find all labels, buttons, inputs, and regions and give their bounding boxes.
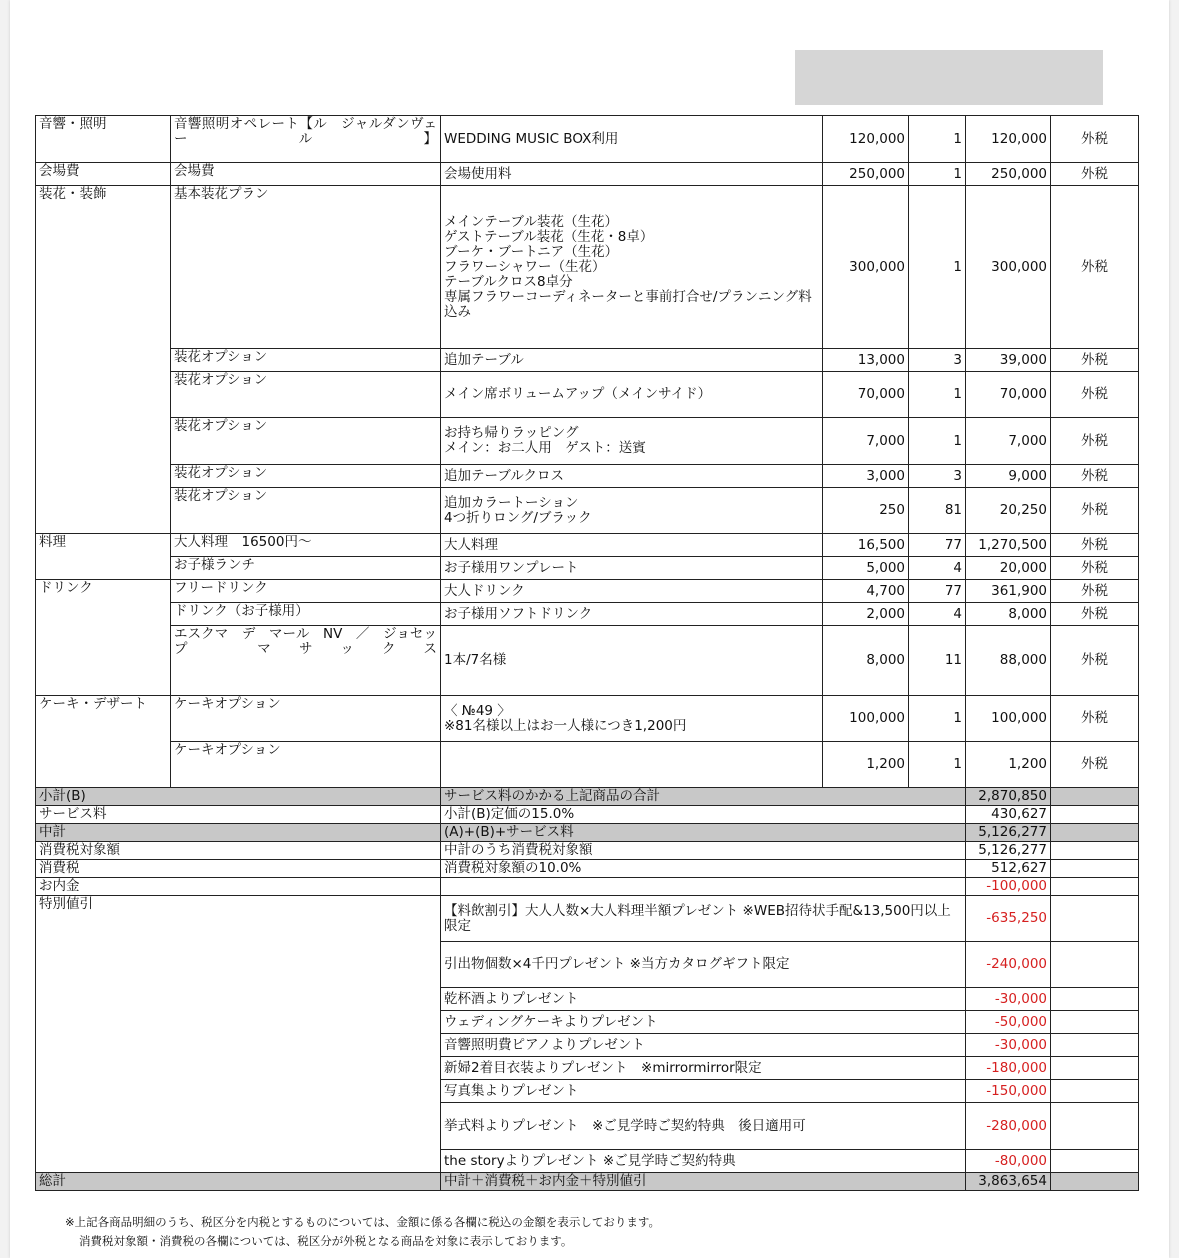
footnote-line: 消費税対象額・消費税の各欄については、税区分が外税となる商品を対象に表示しております。 — [79, 1234, 573, 1248]
unit-price-cell: 250,000 — [823, 163, 909, 186]
discount-blank — [1051, 942, 1139, 988]
total-label: 総計 — [36, 1173, 441, 1191]
item-name-cell: お子様ランチ — [171, 557, 441, 580]
discount-blank — [1051, 896, 1139, 942]
item-detail-cell: 会場使用料 — [441, 163, 823, 186]
amount-cell: 1,270,500 — [966, 534, 1051, 557]
summary-row — [36, 824, 1139, 842]
discount-value: -240,000 — [966, 942, 1051, 988]
quantity-cell: 1 — [909, 742, 966, 788]
discount-blank — [1051, 1103, 1139, 1150]
unit-price-cell: 4,700 — [823, 580, 909, 603]
unit-price-cell: 2,000 — [823, 603, 909, 626]
summary-label: サービス料 — [36, 806, 441, 824]
amount-cell: 361,900 — [966, 580, 1051, 603]
tax-type-cell: 外税 — [1051, 534, 1139, 557]
quantity-cell: 1 — [909, 372, 966, 418]
tax-type-cell: 外税 — [1051, 116, 1139, 163]
tax-type-cell: 外税 — [1051, 488, 1139, 534]
discount-desc: 挙式料よりプレゼント ※ご見学時ご契約特典 後日適用可 — [441, 1103, 966, 1150]
quantity-cell: 77 — [909, 580, 966, 603]
item-name-cell: 基本装花プラン — [171, 186, 441, 349]
item-name-cell: フリードリンク — [171, 580, 441, 603]
item-name-cell: 大人料理 16500円〜 — [171, 534, 441, 557]
total-desc: 中計＋消費税＋お内金＋特別値引 — [441, 1173, 966, 1191]
line-item-row — [36, 465, 1139, 488]
tax-type-cell: 外税 — [1051, 186, 1139, 349]
category-cell: ドリンク — [36, 580, 171, 696]
discount-value: -180,000 — [966, 1057, 1051, 1080]
amount-cell: 120,000 — [966, 116, 1051, 163]
unit-price-cell: 300,000 — [823, 186, 909, 349]
tax-type-cell: 外税 — [1051, 742, 1139, 788]
summary-blank — [1051, 806, 1139, 824]
summary-blank — [1051, 878, 1139, 896]
discount-blank — [1051, 1150, 1139, 1173]
item-detail-cell: 大人料理 — [441, 534, 823, 557]
summary-row — [36, 860, 1139, 878]
summary-value: 512,627 — [966, 860, 1051, 878]
item-name-cell: 装花オプション — [171, 372, 441, 418]
item-detail-cell: WEDDING MUSIC BOX利用 — [441, 116, 823, 163]
amount-cell: 88,000 — [966, 626, 1051, 696]
discount-desc: 写真集よりプレゼント — [441, 1080, 966, 1103]
amount-cell: 300,000 — [966, 186, 1051, 349]
total-row — [36, 1173, 1139, 1191]
quantity-cell: 81 — [909, 488, 966, 534]
summary-row — [36, 842, 1139, 860]
quantity-cell: 1 — [909, 163, 966, 186]
amount-cell: 8,000 — [966, 603, 1051, 626]
discount-value: -80,000 — [966, 1150, 1051, 1173]
tax-type-cell: 外税 — [1051, 626, 1139, 696]
line-item-row — [36, 557, 1139, 580]
quantity-cell: 1 — [909, 116, 966, 163]
item-name-cell: 装花オプション — [171, 418, 441, 465]
line-item-row — [36, 696, 1139, 742]
tax-type-cell: 外税 — [1051, 580, 1139, 603]
summary-value: 5,126,277 — [966, 824, 1051, 842]
discount-value: -30,000 — [966, 1034, 1051, 1057]
unit-price-cell: 100,000 — [823, 696, 909, 742]
unit-price-cell: 250 — [823, 488, 909, 534]
category-cell: 音響・照明 — [36, 116, 171, 163]
summary-desc: 中計のうち消費税対象額 — [441, 842, 966, 860]
summary-row — [36, 806, 1139, 824]
item-detail-cell: 〈 №49 〉 ※81名様以上はお一人様につき1,200円 — [441, 696, 823, 742]
summary-row — [36, 878, 1139, 896]
unit-price-cell: 1,200 — [823, 742, 909, 788]
tax-type-cell: 外税 — [1051, 465, 1139, 488]
item-detail-cell: 追加テーブル — [441, 349, 823, 372]
line-item-row — [36, 488, 1139, 534]
line-item-row — [36, 372, 1139, 418]
footnote-line: ※上記各商品明細のうち、税区分を内税とするものについては、金額に係る各欄に税込の金額を表示しております。 — [65, 1215, 660, 1229]
summary-blank — [1051, 860, 1139, 878]
unit-price-cell: 13,000 — [823, 349, 909, 372]
unit-price-cell: 7,000 — [823, 418, 909, 465]
total-blank — [1051, 1173, 1139, 1191]
quantity-cell: 4 — [909, 603, 966, 626]
amount-cell: 100,000 — [966, 696, 1051, 742]
summary-label: 消費税対象額 — [36, 842, 441, 860]
amount-cell: 20,250 — [966, 488, 1051, 534]
discount-desc: 新婦2着目衣装よりプレゼント ※mirrormirror限定 — [441, 1057, 966, 1080]
summary-desc — [441, 878, 966, 896]
line-item-row — [36, 603, 1139, 626]
summary-value: 430,627 — [966, 806, 1051, 824]
summary-desc: (A)+(B)+サービス料 — [441, 824, 966, 842]
discount-row — [36, 896, 1139, 942]
item-detail-cell: 追加テーブルクロス — [441, 465, 823, 488]
item-name-cell: ケーキオプション — [171, 742, 441, 788]
discount-value: -635,250 — [966, 896, 1051, 942]
discount-desc: 【料飲割引】大人人数×大人料理半額プレゼント ※WEB招待状手配&13,500円以上限定 — [441, 896, 966, 942]
tax-type-cell: 外税 — [1051, 163, 1139, 186]
discount-desc: 引出物個数×4千円プレゼント ※当方カタログギフト限定 — [441, 942, 966, 988]
summary-blank — [1051, 842, 1139, 860]
line-item-row — [36, 626, 1139, 696]
discount-value: -150,000 — [966, 1080, 1051, 1103]
summary-label: 小計(B) — [36, 788, 441, 806]
discount-blank — [1051, 1034, 1139, 1057]
tax-type-cell: 外税 — [1051, 349, 1139, 372]
unit-price-cell: 120,000 — [823, 116, 909, 163]
item-name-cell: ドリンク（お子様用） — [171, 603, 441, 626]
unit-price-cell: 8,000 — [823, 626, 909, 696]
category-cell: 会場費 — [36, 163, 171, 186]
category-cell: 料理 — [36, 534, 171, 580]
summary-desc: 消費税対象額の10.0% — [441, 860, 966, 878]
quantity-cell: 1 — [909, 418, 966, 465]
footnotes — [65, 1213, 660, 1251]
discount-desc: ウェディングケーキよりプレゼント — [441, 1011, 966, 1034]
amount-cell: 7,000 — [966, 418, 1051, 465]
summary-desc: 小計(B)定価の15.0% — [441, 806, 966, 824]
item-detail-cell — [441, 742, 823, 788]
item-detail-cell: お持ち帰りラッピング メイン：お二人用 ゲスト：送賓 — [441, 418, 823, 465]
amount-cell: 20,000 — [966, 557, 1051, 580]
quantity-cell: 1 — [909, 696, 966, 742]
tax-type-cell: 外税 — [1051, 418, 1139, 465]
item-name-cell: ケーキオプション — [171, 696, 441, 742]
tax-type-cell: 外税 — [1051, 696, 1139, 742]
line-item-row — [36, 534, 1139, 557]
amount-cell: 39,000 — [966, 349, 1051, 372]
item-detail-cell: お子様用ソフトドリンク — [441, 603, 823, 626]
item-name-cell: 装花オプション — [171, 488, 441, 534]
summary-value: 2,870,850 — [966, 788, 1051, 806]
item-detail-cell: 追加カラートーション 4つ折りロング/ブラック — [441, 488, 823, 534]
summary-row — [36, 788, 1139, 806]
line-item-row — [36, 742, 1139, 788]
amount-cell: 70,000 — [966, 372, 1051, 418]
item-name-cell: 装花オプション — [171, 465, 441, 488]
line-item-row — [36, 186, 1139, 349]
amount-cell: 250,000 — [966, 163, 1051, 186]
summary-desc: サービス料のかかる上記商品の合計 — [441, 788, 966, 806]
discount-blank — [1051, 1011, 1139, 1034]
redacted-area — [795, 50, 1103, 105]
line-item-row — [36, 116, 1139, 163]
tax-type-cell: 外税 — [1051, 372, 1139, 418]
amount-cell: 9,000 — [966, 465, 1051, 488]
item-name-cell: 会場費 — [171, 163, 441, 186]
unit-price-cell: 16,500 — [823, 534, 909, 557]
summary-label: お内金 — [36, 878, 441, 896]
discount-desc: 音響照明費ピアノよりプレゼント — [441, 1034, 966, 1057]
quantity-cell: 3 — [909, 465, 966, 488]
discount-desc: the storyよりプレゼント ※ご見学時ご契約特典 — [441, 1150, 966, 1173]
discount-blank — [1051, 1080, 1139, 1103]
discount-value: -280,000 — [966, 1103, 1051, 1150]
category-cell: 装花・装飾 — [36, 186, 171, 534]
summary-blank — [1051, 824, 1139, 842]
item-name-cell: 装花オプション — [171, 349, 441, 372]
line-item-row — [36, 580, 1139, 603]
unit-price-cell: 3,000 — [823, 465, 909, 488]
estimate-table — [35, 115, 1139, 1191]
discount-blank — [1051, 1057, 1139, 1080]
item-detail-cell: メイン席ボリュームアップ（メインサイド） — [441, 372, 823, 418]
category-cell: ケーキ・デザート — [36, 696, 171, 788]
discount-value: -50,000 — [966, 1011, 1051, 1034]
summary-label: 消費税 — [36, 860, 441, 878]
discount-blank — [1051, 988, 1139, 1011]
unit-price-cell: 5,000 — [823, 557, 909, 580]
line-item-row — [36, 418, 1139, 465]
quantity-cell: 11 — [909, 626, 966, 696]
quantity-cell: 1 — [909, 186, 966, 349]
quantity-cell: 77 — [909, 534, 966, 557]
unit-price-cell: 70,000 — [823, 372, 909, 418]
item-name-cell: エスクマ デ マール NV ／ ジョセップ マサックス — [171, 626, 441, 696]
total-value: 3,863,654 — [966, 1173, 1051, 1191]
item-detail-cell: 大人ドリンク — [441, 580, 823, 603]
amount-cell: 1,200 — [966, 742, 1051, 788]
summary-label: 中計 — [36, 824, 441, 842]
summary-blank — [1051, 788, 1139, 806]
quantity-cell: 4 — [909, 557, 966, 580]
discount-desc: 乾杯酒よりプレゼント — [441, 988, 966, 1011]
quantity-cell: 3 — [909, 349, 966, 372]
item-detail-cell: 1本/7名様 — [441, 626, 823, 696]
discount-label: 特別値引 — [36, 896, 441, 1173]
item-detail-cell: お子様用ワンプレート — [441, 557, 823, 580]
tax-type-cell: 外税 — [1051, 603, 1139, 626]
line-item-row — [36, 349, 1139, 372]
item-detail-cell: メインテーブル装花（生花） ゲストテーブル装花（生花・8卓） ブーケ・ブートニア（生花） フラワーシャワー（生花） テーブルクロス8卓分 専属フラワーコーディネーターと事前打合せ/プランニング料込み — [441, 186, 823, 349]
summary-value: 5,126,277 — [966, 842, 1051, 860]
item-name-cell: 音響照明オペレート【ル ジャルダンヴェール】 — [171, 116, 441, 163]
discount-value: -30,000 — [966, 988, 1051, 1011]
tax-type-cell: 外税 — [1051, 557, 1139, 580]
line-item-row — [36, 163, 1139, 186]
summary-value: -100,000 — [966, 878, 1051, 896]
